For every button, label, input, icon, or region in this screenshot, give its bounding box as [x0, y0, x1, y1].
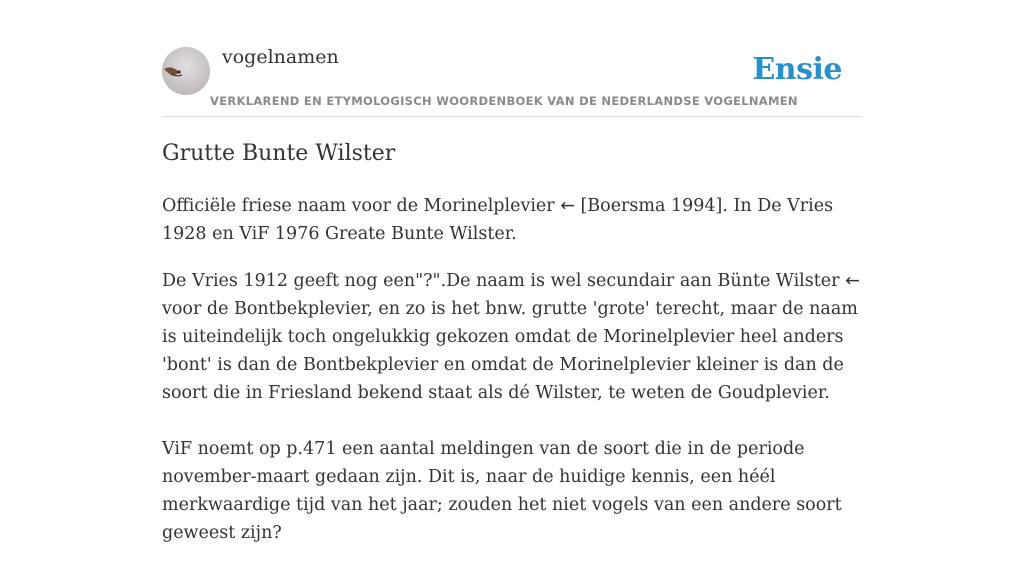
entry-paragraph [162, 267, 862, 547]
bird-photo-icon [162, 47, 210, 95]
ensie-logo[interactable]: Ensie [752, 52, 842, 87]
site-avatar[interactable] [162, 47, 210, 95]
cross-reference-arrow-icon[interactable]: ← [560, 196, 575, 216]
entry-title: Grutte Bunte Wilster [162, 141, 396, 166]
paragraph-text: Officiële friese naam voor de Morinelplevier [162, 196, 555, 216]
site-name-link[interactable]: vogelnamen [222, 46, 339, 68]
paragraph-text: voor de Bontbekplevier, en zo is het bnw. grutte 'grote' terecht, maar de naam is uiteindelijk toch ongelukkig gekozen omdat de Morinelplevier heel anders 'bont' is dan de Bontbekplevier en omdat de Morinelplevier kleiner is dan de soort die in Friesland bekend staat als dé Wilster, te weten de Goudplevier. ViF noemt op p.471 een aantal meldingen van de soort die in de periode november-maart gedaan zijn. Dit is, naar de huidige kennis, een héél merkwaardige tijd van het jaar; zouden het niet vogels van een andere soort geweest zijn? [162, 299, 858, 543]
entry-body [162, 192, 862, 566]
paragraph-text: [Boersma 1994]. In De Vries 1928 en ViF 1976 Greate Bunte Wilster. [162, 196, 834, 244]
site-tagline: VERKLAREND EN ETYMOLOGISCH WOORDENBOEK VAN DE NEDERLANDSE VOGELNAMEN [210, 94, 798, 108]
cross-reference-arrow-icon[interactable]: ← [845, 271, 860, 291]
entry-paragraph [162, 192, 862, 248]
paragraph-text: De Vries 1912 geeft nog een"?".De naam is wel secundair aan Bünte Wilster [162, 271, 840, 291]
page [162, 0, 862, 543]
site-header [162, 0, 862, 117]
